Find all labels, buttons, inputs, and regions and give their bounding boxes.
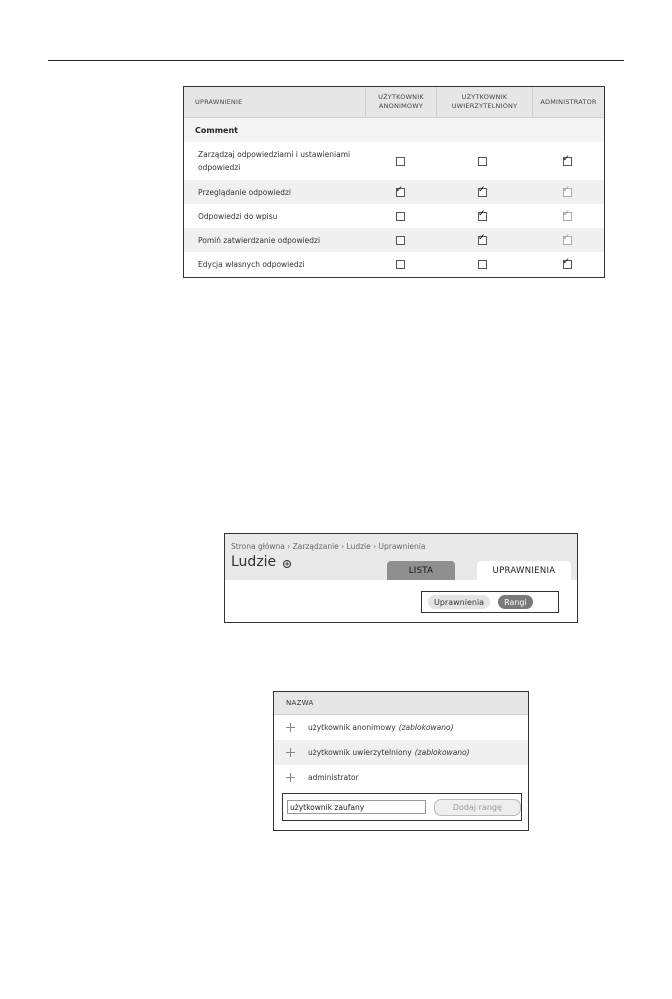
checkbox-authenticated[interactable]	[478, 188, 487, 197]
cell-anonymous	[365, 157, 435, 166]
checkbox-admin	[563, 212, 572, 221]
role-name: administrator	[308, 773, 359, 782]
checkbox-admin	[563, 236, 572, 245]
checkbox-admin	[563, 188, 572, 197]
drag-handle-icon[interactable]	[286, 773, 295, 782]
permission-label: Przeglądanie odpowiedzi	[198, 187, 291, 197]
subtab-roles[interactable]: Rangi	[498, 595, 533, 609]
checkbox-admin[interactable]	[563, 260, 572, 269]
cell-anonymous	[365, 188, 435, 197]
table-row	[184, 204, 604, 228]
cell-admin	[530, 188, 604, 197]
tab-list[interactable]: LISTA	[387, 561, 455, 580]
role-status: (zablokowano)	[414, 748, 470, 757]
header-anonymous-line1: UŻYTKOWNIK	[378, 93, 424, 102]
cell-anonymous	[365, 212, 435, 221]
new-role-input[interactable]	[287, 800, 426, 814]
checkbox-admin[interactable]	[563, 157, 572, 166]
tab-permissions[interactable]: UPRAWNIENIA	[477, 561, 571, 580]
checkbox-authenticated[interactable]	[478, 157, 487, 166]
module-name: Comment	[184, 118, 604, 142]
table-row	[184, 180, 604, 204]
checkbox-anonymous[interactable]	[396, 212, 405, 221]
cell-admin	[530, 157, 604, 166]
role-status: (zablokowano)	[398, 723, 454, 732]
add-role-button[interactable]: Dodaj rangę	[434, 799, 521, 816]
header-authenticated-line1: UŻYTKOWNIK	[461, 93, 508, 102]
table-row	[184, 252, 604, 276]
cell-authenticated	[435, 236, 530, 245]
add-role-form	[282, 793, 522, 821]
header-permission: UPRAWNIENIE	[195, 97, 243, 106]
header-authenticated-line2: UWIERZYTELNIONY	[451, 102, 518, 110]
drag-handle-icon[interactable]	[286, 723, 295, 732]
header-anonymous	[365, 87, 436, 117]
list-item	[274, 765, 528, 790]
roles-list	[273, 691, 529, 831]
page-header	[225, 534, 577, 580]
drag-handle-icon[interactable]	[286, 748, 295, 757]
checkbox-authenticated[interactable]	[478, 236, 487, 245]
header-authenticated	[436, 87, 532, 117]
role-name: użytkownik uwierzytelniony	[308, 748, 412, 757]
checkbox-anonymous[interactable]	[396, 236, 405, 245]
secondary-tabs	[421, 591, 559, 613]
cell-authenticated	[435, 212, 530, 221]
roles-header: NAZWA	[274, 692, 528, 715]
cell-anonymous	[365, 260, 435, 269]
permission-label: Odpowiedzi do wpisu	[198, 211, 278, 221]
checkbox-anonymous[interactable]	[396, 157, 405, 166]
subtab-permissions[interactable]: Uprawnienia	[428, 595, 490, 609]
cell-authenticated	[435, 188, 530, 197]
page-header-rule	[48, 60, 624, 61]
cell-anonymous	[365, 236, 435, 245]
permission-label: Edycja własnych odpowiedzi	[198, 259, 305, 269]
cell-authenticated	[435, 260, 530, 269]
cell-admin	[530, 260, 604, 269]
breadcrumb[interactable]: Strona główna › Zarządzanie › Ludzie › Uprawnienia	[231, 542, 426, 551]
page-title: Ludzie	[231, 554, 277, 570]
add-shortcut-icon[interactable]: +	[284, 560, 290, 568]
permission-label: Zarządzaj odpowiedziami i ustawieniami odpowiedzi	[198, 150, 351, 172]
header-anonymous-line2: ANONIMOWY	[378, 102, 424, 110]
permission-label: Pomiń zatwierdzanie odpowiedzi	[198, 235, 321, 245]
checkbox-anonymous[interactable]	[396, 188, 405, 197]
list-item	[274, 715, 528, 740]
cell-admin	[530, 236, 604, 245]
header-admin: ADMINISTRATOR	[532, 87, 604, 117]
cell-admin	[530, 212, 604, 221]
checkbox-authenticated[interactable]	[478, 212, 487, 221]
role-name: użytkownik anonimowy	[308, 723, 396, 732]
permissions-table	[183, 86, 605, 278]
list-item	[274, 740, 528, 765]
checkbox-anonymous[interactable]	[396, 260, 405, 269]
table-row	[184, 142, 604, 180]
table-header	[184, 87, 604, 118]
table-row	[184, 228, 604, 252]
people-admin-header	[224, 533, 578, 623]
checkbox-authenticated[interactable]	[478, 260, 487, 269]
cell-authenticated	[435, 157, 530, 166]
